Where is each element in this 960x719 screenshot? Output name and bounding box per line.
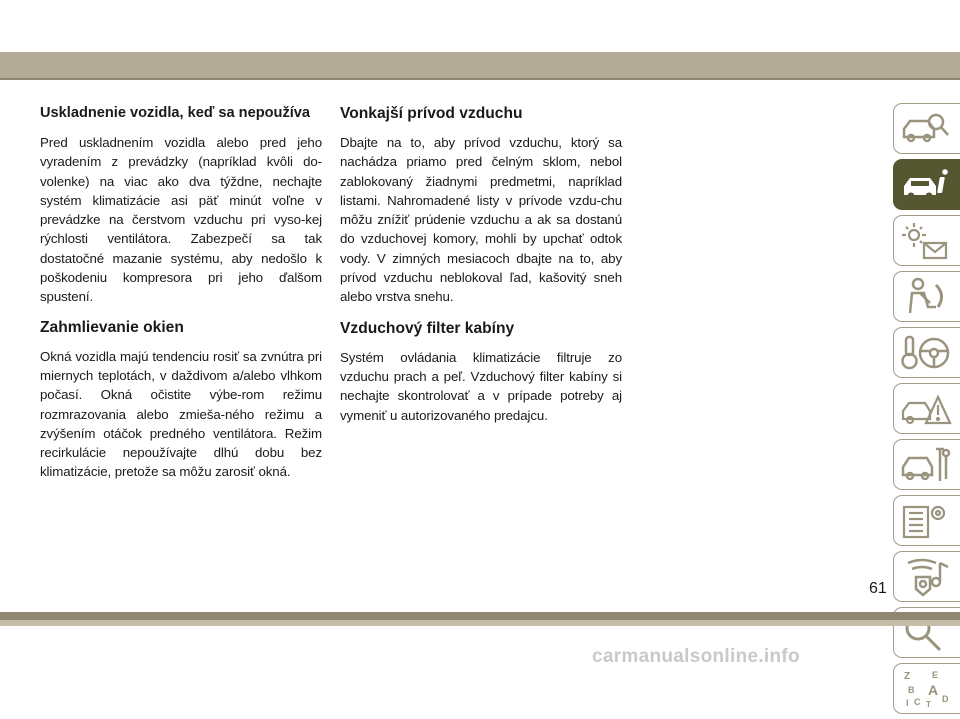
index-letter-t: T <box>926 700 931 709</box>
watermark: carmanualsonline.info <box>592 646 800 667</box>
index-letter-a: A <box>928 682 939 698</box>
tab-index[interactable] <box>893 663 960 714</box>
steering-wheel-key-icon <box>900 333 952 373</box>
index-letter-z: Z <box>904 671 911 682</box>
index-letter-d: D <box>942 694 949 704</box>
multimedia-icon <box>900 557 952 597</box>
heading-window-fogging: Zahmlievanie okien <box>40 318 184 336</box>
heading-vehicle-storage: Uskladnenie vozidla, keď sa nepoužíva <box>40 105 311 121</box>
paragraph-outside-air-intake: Dbajte na to, aby prívod vzduchu, ktorý sa nachádza priamo pred čelným sklom, nebol zablokovaný žiadnymi predmetmi, napríklad listami. Nahromadené listy v prívode vzdu-chu môžu znížiť prúdenie vzduchu a ak sa dostanú do vzduchovej komory, mohli by upchať odtok vody. V zimných mesiacoch dbajte na to, aby prívod vzduchu neblokoval ľad, kašovitý sneh alebo vrstva snehu. <box>340 135 622 305</box>
car-info-icon <box>900 165 952 205</box>
specifications-gear-icon <box>900 501 952 541</box>
tab-safety[interactable] <box>893 271 960 322</box>
roadside-warning-icon <box>900 389 952 429</box>
paragraph-window-fogging: Okná vozidla majú tendenciu rosiť sa zvnútra pri miernych teplotách, v daždivom a/alebo vlhkom počasí. Okná očistite výbe-rom režimu rozmrazovania alebo zmieša-ného režimu a zvýšením otáčok predného ventilátora. Režim recirkulácie nepoužívajte dlhú dobu bez klimatizácie, pretože sa môžu zarosiť okná. <box>40 348 322 480</box>
left-column <box>40 104 322 493</box>
top-decorative-band <box>0 52 960 78</box>
tab-technical-specs[interactable] <box>893 495 960 546</box>
tab-starting-operating[interactable] <box>893 327 960 378</box>
heading-cabin-air-filter: Vzduchový filter kabíny <box>340 319 515 337</box>
alphabet-index-icon <box>900 669 952 709</box>
index-letter-e: E <box>932 670 939 680</box>
airbag-passenger-icon <box>900 277 952 317</box>
chapter-tabs <box>893 103 960 719</box>
bottom-decorative-band-light <box>0 620 960 626</box>
tab-emergency[interactable] <box>893 383 960 434</box>
top-divider-line <box>0 78 960 80</box>
car-search-icon <box>900 109 952 149</box>
tab-multimedia[interactable] <box>893 551 960 602</box>
right-column <box>340 104 622 437</box>
index-letter-i: I <box>906 698 909 708</box>
paragraph-vehicle-storage: Pred uskladnením vozidla alebo pred jeho vyradením z prevádzky (napríklad kvôli do-volenke) na viac ako dva týždne, nechajte systém klimatizácie asi päť minút voľne v prevádzke na čerstvom vzduchu pri vyso-kej rýchlosti ventilátora. Zabezpečí sa tak dostatočné mazanie systému, aby nedošlo k poškodeniu kompresora pri jeho ďalšom spustení. <box>40 135 322 305</box>
index-letter-b: B <box>908 685 915 695</box>
tab-dashboard[interactable] <box>893 215 960 266</box>
warning-lights-message-icon <box>900 221 952 261</box>
tab-vehicle-info[interactable] <box>893 159 960 210</box>
tab-servicing[interactable] <box>893 439 960 490</box>
car-maintenance-icon <box>900 445 952 485</box>
page-number: 61 <box>869 580 887 597</box>
index-letter-c: C <box>914 697 921 707</box>
heading-outside-air-intake: Vonkajší prívod vzduchu <box>340 105 523 122</box>
bottom-decorative-band <box>0 612 960 620</box>
tab-getting-to-know[interactable] <box>893 103 960 154</box>
paragraph-cabin-air-filter: Systém ovládania klimatizácie filtruje zo vzduchu prach a peľ. Vzduchový filter kabíny si nechajte skontrolovať a v prípade potreby aj vymeniť u autorizovaného predajcu. <box>340 349 622 423</box>
